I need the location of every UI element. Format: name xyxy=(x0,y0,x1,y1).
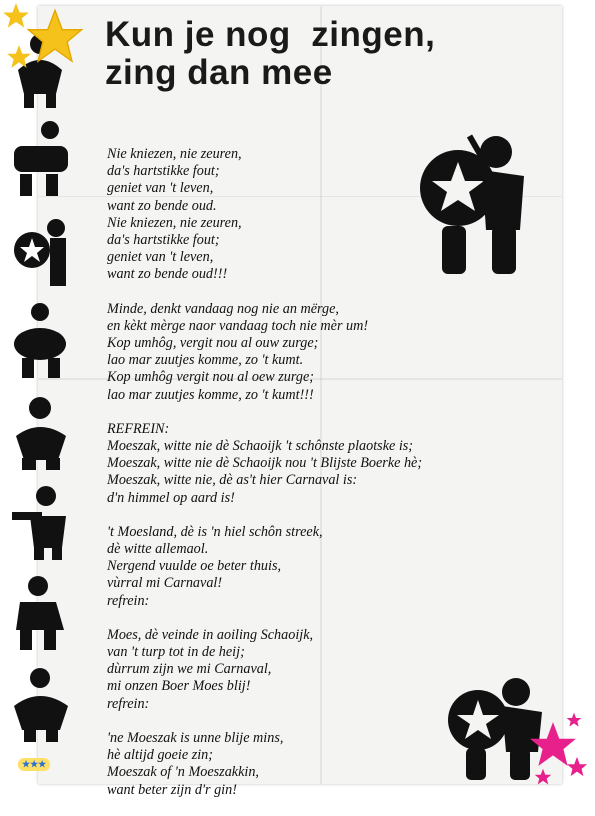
lyric-line: lao mar zuutjes komme, zo 't kumt. xyxy=(107,352,304,369)
lyric-line: dè witte allemaol. xyxy=(107,541,209,558)
lyric-line: Moeszak, witte nie dè Schaoijk nou 't Blijste Boerke hè; xyxy=(107,455,423,472)
lyric-line: Moeszak, witte nie, dè as't hier Carnaval is: xyxy=(107,472,358,489)
lyric-line: Moes, dè veinde in aoiling Schaoijk, xyxy=(107,626,314,643)
refrein-marker: refrein: xyxy=(107,695,150,712)
pink-star-icon xyxy=(566,756,588,778)
lyric-line: 'ne Moeszak is unne blije mins, xyxy=(107,729,284,746)
jester-figure-icon xyxy=(10,392,72,472)
lyric-line: Moeszak of 'n Moeszakkin, xyxy=(107,764,259,781)
stanza-3 xyxy=(107,524,527,610)
lyric-line: mi onzen Boer Moes blij! xyxy=(107,678,251,695)
dancer-figure-icon xyxy=(10,572,72,652)
refrein-marker: refrein: xyxy=(107,592,150,609)
lyric-line: vùrral mi Carnaval! xyxy=(107,575,223,592)
trumpet-figure-icon xyxy=(10,482,72,562)
figure-column xyxy=(4,20,82,770)
pink-star-icon xyxy=(534,768,552,786)
lyric-line: Kop umhôg vergit nou al oew zurge; xyxy=(107,369,315,386)
song-title xyxy=(105,16,435,92)
drummer-figure-icon xyxy=(412,126,532,280)
lyric-line: hè altijd goeie zin; xyxy=(107,747,213,764)
lyric-line: Kop umhôg, vergit nou al ouw zurge; xyxy=(107,335,319,352)
lyric-line: da's hartstikke fout; xyxy=(107,232,220,249)
pink-star-icon xyxy=(566,712,582,728)
lyric-line: want zo bende oud!!! xyxy=(107,266,228,283)
site-logo: ★★★ xyxy=(18,758,50,771)
lyric-line: da's hartstikke fout; xyxy=(107,163,220,180)
lyric-line: want beter zijn d'r gin! xyxy=(107,781,237,798)
lyric-line: lao mar zuutjes komme, zo 't kumt!!! xyxy=(107,386,314,403)
yellow-star-icon xyxy=(6,44,32,70)
lyric-line: Nergend vuulde oe beter thuis, xyxy=(107,558,282,575)
lyric-line: 't Moesland, dè is 'n hiel schôn streek, xyxy=(107,523,323,540)
lyric-line: Nie kniezen, nie zeuren, xyxy=(107,146,242,162)
lyric-line: Minde, denkt vandaag nog nie an mërge, xyxy=(107,300,339,317)
drummer-figure-icon xyxy=(10,300,72,380)
lyric-line: geniet van 't leven, xyxy=(107,249,214,266)
lyric-line: d'n himmel op aard is! xyxy=(107,489,235,506)
lyric-line: geniet van 't leven, xyxy=(107,180,214,197)
refrein-heading: REFREIN: xyxy=(107,420,170,437)
lyric-line: Nie kniezen, nie zeuren, xyxy=(107,214,242,231)
title-line-1: Kun je nog zingen, xyxy=(105,15,436,54)
stanza-refrein xyxy=(107,421,527,507)
lyric-line: dùrrum zijn we mi Carnaval, xyxy=(107,661,272,678)
yellow-star-icon xyxy=(26,8,84,66)
title-line-2: zing dan mee xyxy=(105,53,333,92)
lyric-line: want zo bende oud. xyxy=(107,197,217,214)
lyric-line: van 't turp tot in de heij; xyxy=(107,644,245,661)
jester-figure-icon xyxy=(10,664,72,744)
star-drum-figure-icon xyxy=(10,210,72,290)
stanza-2 xyxy=(107,301,527,404)
lyric-line: en kèkt mèrge naor vandaag toch nie mèr um! xyxy=(107,317,369,334)
drummer-figure-icon xyxy=(10,118,72,198)
lyric-line: Moeszak, witte nie dè Schaoijk 't schônste plaotske is; xyxy=(107,438,414,455)
